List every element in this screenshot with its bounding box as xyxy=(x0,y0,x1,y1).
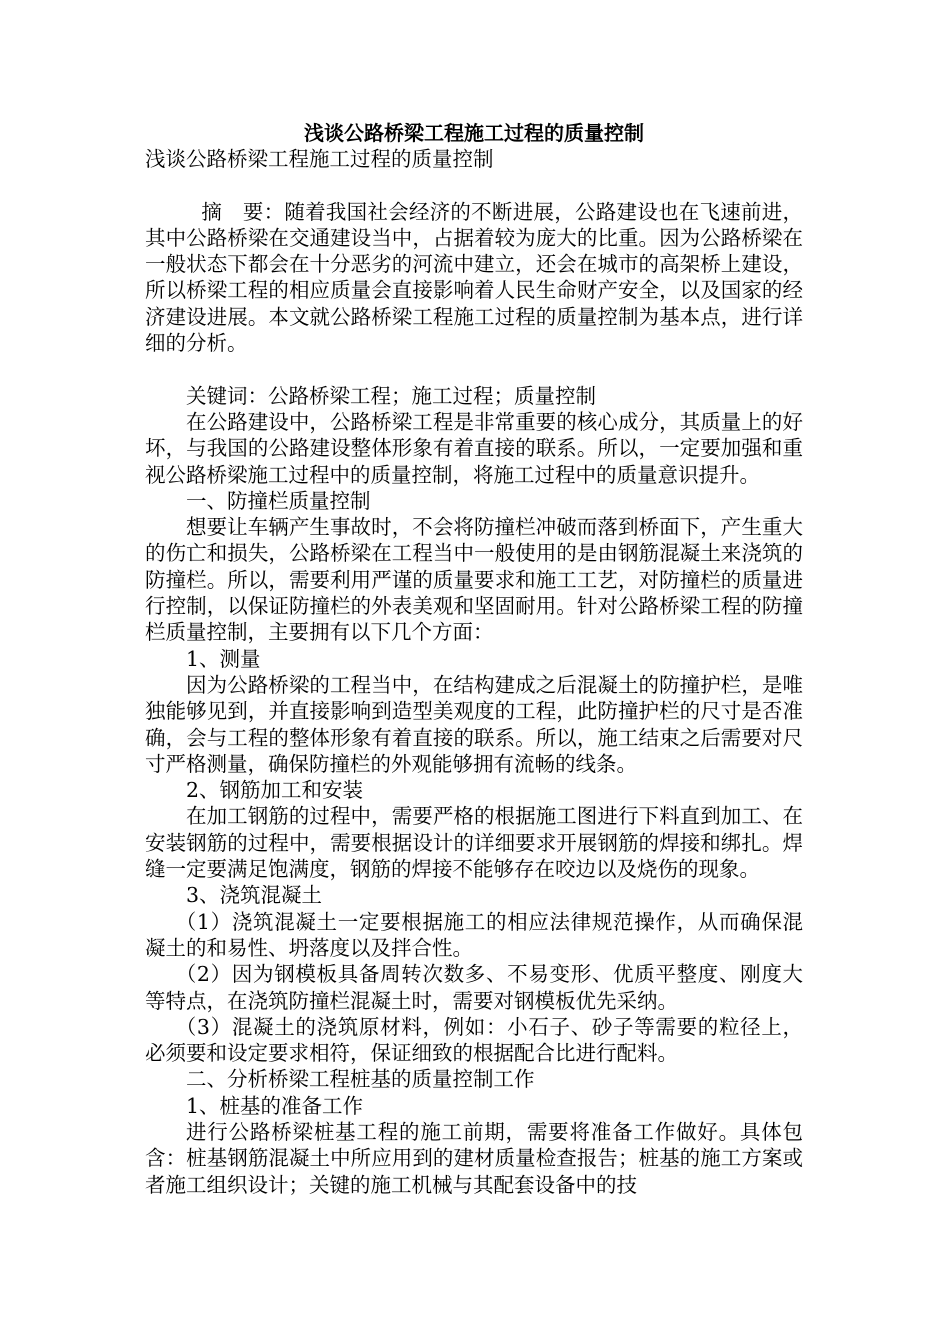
intro-paragraph: 在公路建设中，公路桥梁工程是非常重要的核心成分，其质量上的好坏，与我国的公路建设整体形象有着直接的联系。所以，一定要加强和重视公路桥梁施工过程中的质量控制，将施工过程中的质量意识提升。 xyxy=(145,409,803,487)
document-page xyxy=(145,120,803,1198)
list-item-3: （3）混凝土的浇筑原材料，例如：小石子、砂子等需要的粒径上，必须要和设定要求相符，保证细致的根据配合比进行配料。 xyxy=(145,1014,803,1066)
document-subtitle: 浅谈公路桥梁工程施工过程的质量控制 xyxy=(145,147,494,171)
subsection-2-1-paragraph: 进行公路桥梁桩基工程的施工前期，需要将准备工作做好。具体包含：桩基钢筋混凝土中所应用到的建材质量检查报告；桩基的施工方案或者施工组织设计；关键的施工机械与其配套设备中的技 xyxy=(145,1119,803,1197)
section-1-paragraph: 想要让车辆产生事故时，不会将防撞栏冲破而落到桥面下，产生重大的伤亡和损失，公路桥梁在工程当中一般使用的是由钢筋混凝土来浇筑的防撞栏。所以，需要利用严谨的质量要求和施工工艺，对防撞栏的质量进行控制，以保证防撞栏的外表美观和坚固耐用。针对公路桥梁工程的防撞栏质量控制，主要拥有以下几个方面： xyxy=(145,515,803,645)
subsection-heading-2-1: 1、桩基的准备工作 xyxy=(186,1093,364,1118)
keywords-line: 关键词：公路桥梁工程；施工过程；质量控制 xyxy=(186,383,596,408)
subsection-heading-1-1: 1、测量 xyxy=(186,646,261,671)
section-heading-1: 一、防撞栏质量控制 xyxy=(186,488,371,513)
list-item-2: （2）因为钢模板具备周转次数多、不易变形、优质平整度、刚度大等特点，在浇筑防撞栏混凝土时，需要对钢模板优先采纳。 xyxy=(145,962,803,1013)
blank-line xyxy=(145,172,803,198)
blank-line xyxy=(145,356,803,382)
list-item-1: （1）浇筑混凝土一定要根据施工的相应法律规范操作，从而确保混凝土的和易性、坍落度以及拌合性。 xyxy=(145,909,803,960)
subsection-heading-1-2: 2、钢筋加工和安装 xyxy=(186,778,364,803)
subsection-1-1-paragraph: 因为公路桥梁的工程当中，在结构建成之后混凝土的防撞护栏，是唯独能够见到，并直接影响到造型美观度的工程，此防撞护栏的尺寸是否准确，会与工程的整体形象有着直接的联系。所以，施工结束之后需要对尺寸严格测量，确保防撞栏的外观能够拥有流畅的线条。 xyxy=(145,672,803,776)
subsection-heading-1-3: 3、浇筑混凝土 xyxy=(186,883,323,908)
section-heading-2: 二、分析桥梁工程桩基的质量控制工作 xyxy=(186,1067,535,1092)
subsection-1-2-paragraph: 在加工钢筋的过程中，需要严格的根据施工图进行下料直到加工、在安装钢筋的过程中，需要根据设计的详细要求开展钢筋的焊接和绑扎。焊缝一定要满足饱满度，钢筋的焊接不能够存在咬边以及烧伤的现象。 xyxy=(145,804,803,882)
document-title: 浅谈公路桥梁工程施工过程的质量控制 xyxy=(304,121,644,145)
abstract-paragraph: 摘 要：随着我国社会经济的不断进展，公路建设也在飞速前进，其中公路桥梁在交通建设当中，占据着较为庞大的比重。因为公路桥梁在一般状态下都会在十分恶劣的河流中建立，还会在城市的高架桥上建设，所以桥梁工程的相应质量会直接影响着人民生命财产安全，以及国家的经济建设进展。本文就公路桥梁工程施工过程的质量控制为基本点，进行详细的分析。 xyxy=(145,199,803,356)
